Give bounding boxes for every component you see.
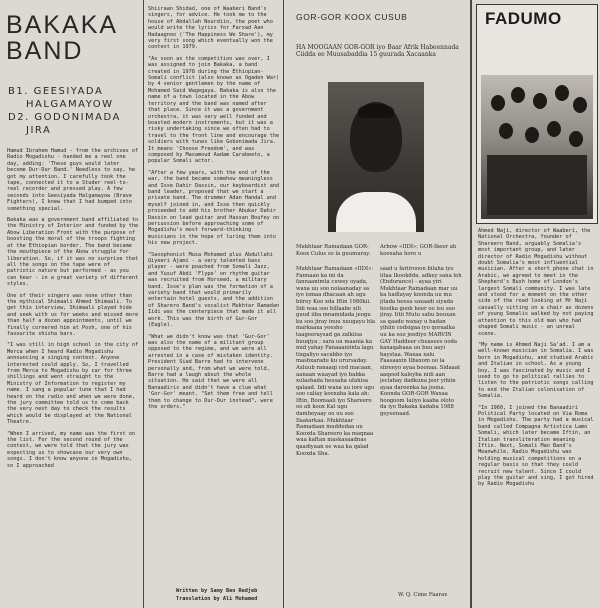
body-paragraph: Bakaka was a government band affiliated to the Ministry of Interior and funded by the Abow Liberation Front with the purpose of boosting the moral of the troops fighting at the Ethiopian border. The band became the mouthpiece of the Abow struggle for liberation. So, if it was no surprise that all the songs on the tape were of patriotic nature but performed - as you can hear - in a great variety of different styles. <box>7 217 139 288</box>
body-paragraph: "My name is Ahmed Naji Sa'ad. I am a well-known musician in Somalia. I was born in Mogadishu, and studied Arabic and Italian in school. As a young boy, I was fascinated by music and I used to go to political rallies to listen to the patriotic songs calling to end the Italian colonisation of Somalia. <box>478 341 594 400</box>
clipping-signature: W. Q. Cime Faarax <box>398 592 448 598</box>
photo-caption-right: Arbow «IIDI»: GOR-Ikeer ah kooxaha hore u <box>380 244 457 257</box>
band-title-line2: BAND <box>6 37 84 65</box>
somali-clipping <box>286 0 466 608</box>
body-paragraph: "After a few years, with the end of the war, the band became somehow meaningless and Isse Dahir Dassin, our keyboardist and band leader, proposed that we start a private band. The drummer Adan Handal and myself joined in, and Isse then quickly proceeded to add his brother Abukar Dahir Dassin on lead guitar and Hassan Boufey on percussion before approaching some of Mogadishu's most forward-thinking musicians in the hope of luring them into his new project. <box>148 169 280 247</box>
band-title-line1: BAKAKA <box>6 11 119 39</box>
naji-column <box>474 0 600 608</box>
body-paragraph: "When I arrived, my name was the first on the list. For the second round of the contest, we were told that the jury was expecting us to showcase our very own songs. I don't know anyone in Mogadishu, so I approached <box>7 430 136 469</box>
clipping-intro: HA MOOGAAN GOR-GOR iyo Baar Afrik Habeennada Ciidda ee Muusabaddia 15 guurada Xacaanka <box>296 44 459 59</box>
singer-photo <box>328 82 424 232</box>
track-b1: B1. GEESIYADA <box>8 86 104 97</box>
body-paragraph: Ahmed Naji, director of Waaberi, the National Orchestra, founder of Shareero Band, arguably Somalia's most important group, and later director of Radio Mogadishu without doubt Somalia's most influential musician. After a short phone chat in Arabic, we agreed to meet in the Shepherd's Bush home of London's largest Somali community. I was late and stood for a moment on the other side of the road looking at Mr Naji casually sitting on a chair as dozens of young Somalis walked by not paying attention to this old man who had shaped Somali music - an unreal scene. <box>478 228 594 337</box>
column-divider <box>470 0 472 608</box>
body-paragraph: "As soon as the competition was over, I was assigned to join Bakaka, a band created in 1978 during the Ethiopian-Somali conflict (also known as Ogaden War) by 4 senior gentlemen by the name of Mohamed Said Wagegaya. Bakaka is also the name of a town located in the Abow territory and the band was named after that place. Since it was a government orchestra, it was very well funded and boasted modern instruments, but it was a risky undertaking since we often had to travel to the front line and encourage the soldiers with tunes like Gobonimada Jira. It means 'Choose Freedom', and was composed by Maxamoud Aadam Carabeeto, a popular Somali actor. <box>148 55 280 165</box>
band-group-photo <box>481 75 593 219</box>
body-paragraph: Shiiraan Shidad, one of Waaberi Band's singers, for advice. He took me to the house of Abdallah Nourdiin, the poet who would write the lyrics for Farxad Aan Hadaagnoo ('The Happiness We Share'), my very first song which eventually won the contest in 1979. <box>148 6 273 51</box>
body-paragraph: "Saxophonist Musa Mohamed plus Abdullahi Qiyeeri Ajami - a very talented bass player - were poached from Somali Jazz, and Yusuf Abdi 'Flype' on rhythm guitar was recruited from Horseed, a military band. Isse's plan was the formation of a variety band that would primarily entertain hotel guests, and the addition of Sharero Band's vocalist Mukhtar Ramadan Iidi was the centerpiece that made it all work. This was the birth of Gur-Gor (Eagle). <box>148 251 280 329</box>
interview-body <box>148 6 280 415</box>
clipping-column-a: Mukhtaar Ramadaan «IIDI»: Fannaan ka mi da fannaanimta cuwey oyada, waxa uu soo nolaanaday sa iyo ismaa dhacaan ah ugu biirey Koo xda Iftin 1980kii. Iidi waa soo billaabe xili guud iiba mnamidada jeogu ku soo jiray inuu xuugayu bla markaaxa yeesho taageeraysad ga zalkiisa buuqiya ; sara uu maania ka mid yahay Fanaaaniinta lagu tixgaliyo sacabbo iyo mashxaradu ku urursaday. Axluub ranaaqi cod macaan, aanaan waayad iyo babka xulashada heesaha ufahisa qalaad. Iidi waxa uu iore ugu soo caliay kooxaha kala ah: Iftin, Boomaali iyo Shareero oo ah koox Kal ugu dambeyaay oo uu soo Ilaatarkaa. Mukhtaar Ramadaan muddedaa uu Kooxda Shareero ka maqnaa waa kaftan maskasaadnas qaadiyaan ee waa ka qalad Kooxda Sha. <box>296 266 376 457</box>
photo-caption-left: Mukhtaar Ramadaan GOR-Koox Culus so la guumuray. <box>296 244 371 257</box>
column-divider <box>283 0 284 608</box>
naji-body <box>478 228 596 493</box>
track-b1-cont: HALGAMAYOW <box>26 99 114 110</box>
body-paragraph: "What we didn't know was that 'Gur-Gor' was also the name of a militant group opposed to the regime, and we were all arrested in a case of mistaken identity. President Siad Barre had to intervene personally and, from what we were told, Barre had a laugh about the whole situation. He said that we were all Banaadiris and didn't have a clue what 'Gor-Gor' meant. "Set them free and tell them to change to Dur-Dur instead", were the orders." <box>148 333 273 410</box>
body-paragraph: Hamud Ibrahem Hamud - from the archives of Radio Mogadishu - handed me a reel one day, adding: 'These guys would later become Dur-Dur Band.' Needless to say, he got my attention. I carefully took the tape, connected it to a Studer reel-to-reel recorder and pressed play. A few seconds into Geesiyada Halgamayow (Brave Fighters), I knew that I had bumped into something special. <box>7 148 139 212</box>
body-paragraph: One of their singers was none other than the mythical Shimaali Ahmed Shimaali. To get this interview, Shimaali played hide and seek with us for weeks and missed more than half a dozen appointments, until we finally cornered him at Posh, one of his favourite shisha bars. <box>7 292 139 337</box>
body-paragraph: "In 1960, I joined the Banaadiri Political Party located on Via Roma in Mogadishu. The party had a musical band called Compagna Artistica Lamo Somali, which later became Iftin, an Italian transliteration meaning Iftin. Next, Somali Man Band's Meanwhile, Radio Mogadishu was holding musical competitions on a regular basis so that they could recruit new talent. Since I could play the guitar and sing, I got hired by Radio Mogadishu <box>478 404 594 488</box>
interview-column <box>146 0 282 608</box>
body-paragraph: "I was still in high school in the city of Merca when I heard Radio Mogadishu announcing a singing contest. Anyone interested could apply. So, I travelled from Merca to Mogadishu by car for three shillings and went straight to the Ministry of Information to register my name. I sang a popular tune that I had heard on the radio and when we were done, the jury committee told us to come back the very next day to check the results which would be displayed at the National Theatre. <box>7 342 139 426</box>
column-divider <box>143 0 144 608</box>
fadumo-photo-panel <box>476 4 598 224</box>
bakaka-column <box>4 0 142 608</box>
track-d2-cont: JIRA <box>26 125 52 136</box>
clipping-column-b: saad u fariirooon bilaha iyo iitaa Ikookdda, adkey sana leh (Endurance) - ayaa yiri Mukhtaar Ramadaan mar uu ka hadlayay koonda uu mu jitada heesa saxaadi siyada hoolka goob heer oo isu soo jiray. Iitii Mutu sahu bouxan sa qaado waxay u badan yihiin codsigaa iyo qoraalka uu ka soo jeediyo MARVIN GAY Haddeer cheasees ooda kaxaqabaaa uu buu aayi haystaa. Waxaa xalu Faasaaxin Iibaxom oo la siireeyo ayaa boonaa. Sidaaat aaqeed kaleyba nidi aan jeclahay dadkuna jeer yihiin ayaa dareenka ka joona. Koonda GOR-GOR Waxaa hoogoom Iaiiyo kaaba oloto da iyo Bakaka kadaba 1988 geyeenaad. <box>380 266 462 418</box>
clipping-heading: GOR-GOR KOOX CUSUB <box>296 12 408 22</box>
fadumo-banner: FADUMO <box>485 9 562 28</box>
credit-translator: Translation by Ali Mohamed <box>176 596 258 602</box>
track-d2: D2. GODONIMADA <box>8 112 121 123</box>
bakaka-body <box>7 148 139 474</box>
credit-writer: Written by Samy Ben Redjeb <box>176 588 258 594</box>
